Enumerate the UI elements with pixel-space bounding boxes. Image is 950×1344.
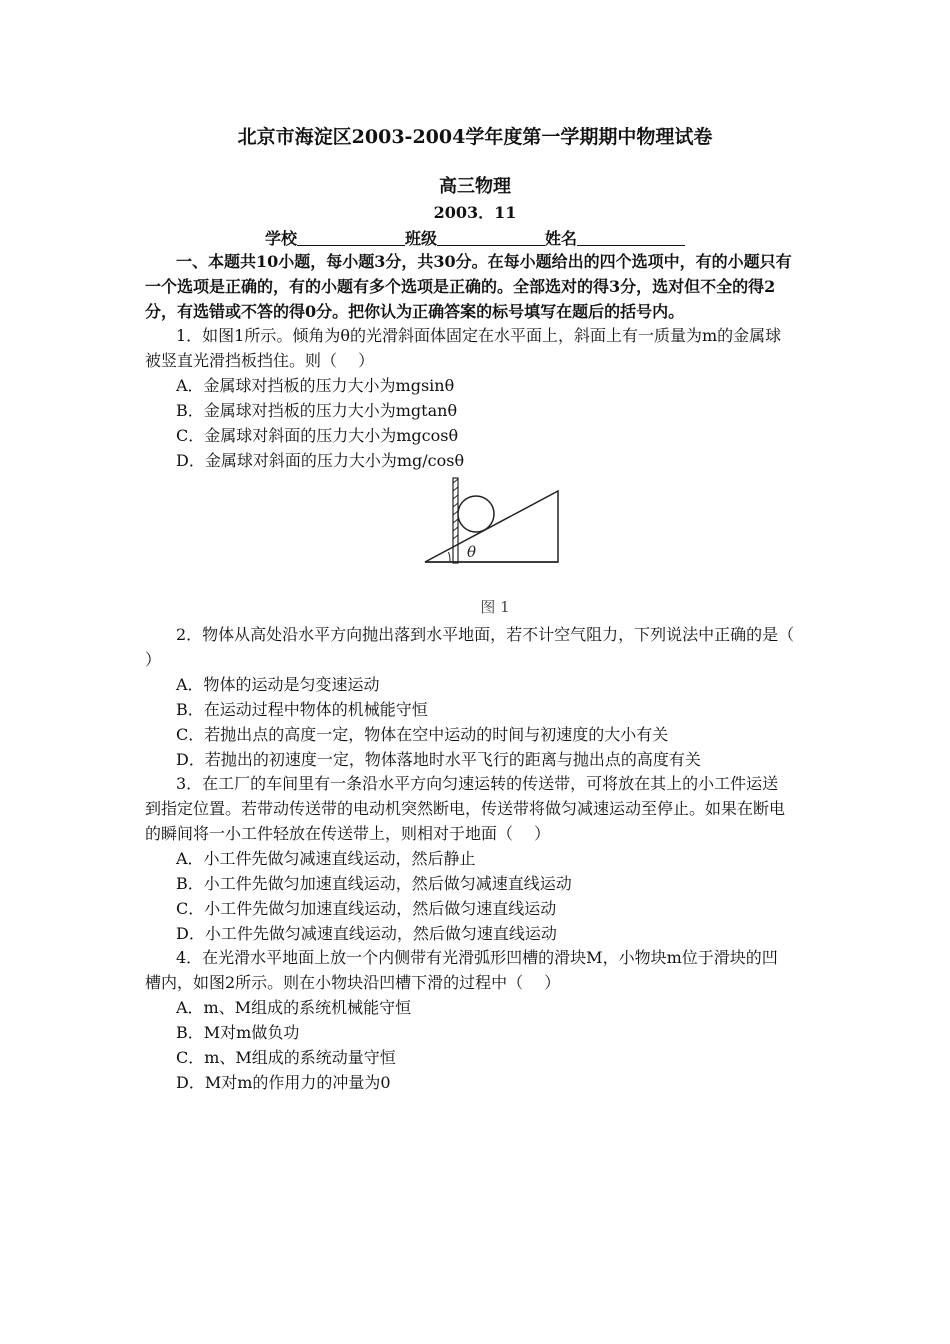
class-blank[interactable] (437, 229, 545, 246)
name-blank[interactable] (577, 229, 685, 246)
q1-option-a: A．金属球对挡板的压力大小为mgsinθ (176, 376, 455, 395)
q2-option-c: C．若抛出点的高度一定，物体在空中运动的时间与初速度的大小有关 (176, 725, 669, 744)
figure-1-incline-diagram (420, 475, 570, 575)
q3-option-d: D．小工件先做匀减速直线运动，然后做匀速直线运动 (176, 924, 557, 943)
q3-option-c: C．小工件先做匀加速直线运动，然后做匀速直线运动 (176, 899, 557, 918)
q4-option-b: B．M对m做负功 (176, 1023, 300, 1042)
angle-arc (449, 552, 451, 562)
q1-option-d: D．金属球对斜面的压力大小为mg/cosθ (176, 451, 465, 470)
q4-option-a: A．m、M组成的系统机械能守恒 (176, 998, 412, 1017)
student-info-row (0, 228, 950, 250)
name-label: 姓名 (545, 229, 578, 248)
instructions-line-1: 一、本题共10小题，每小题3分，共30分。在每小题给出的四个选项中，有的小题只有 (176, 252, 792, 271)
q4-stem-line-1: 4．在光滑水平地面上放一个内侧带有光滑弧形凹槽的滑块M，小物块m位于滑块的凹 (176, 948, 778, 967)
class-label: 班级 (404, 229, 437, 248)
q2-stem-line-1: 2．物体从高处沿水平方向抛出落到水平地面，若不计空气阻力，下列说法中正确的是（ (176, 625, 795, 644)
incline-wedge (425, 491, 558, 562)
q2-stem-line-2: ） (145, 650, 162, 669)
q1-stem-line-2: 被竖直光滑挡板挡住。则（ ） (145, 351, 375, 370)
school-blank[interactable] (297, 229, 405, 246)
q1-stem-line-1: 1．如图1所示。倾角为θ的光滑斜面体固定在水平面上，斜面上有一质量为m的金属球 (176, 326, 782, 345)
q1-option-b: B．金属球对挡板的压力大小为mgtanθ (176, 401, 458, 420)
school-label: 学校 (264, 229, 297, 248)
q4-option-d: D．M对m的作用力的冲量为0 (176, 1073, 391, 1092)
figure-1-caption: 图 1 (480, 598, 510, 616)
q3-option-a: A．小工件先做匀减速直线运动，然后静止 (176, 849, 476, 868)
q3-stem-line-3: 的瞬间将一小工件轻放在传送带上，则相对于地面（ ） (145, 824, 551, 843)
exam-date: 2003．11 (433, 203, 517, 222)
instructions-line-3: 分，有选错或不答的得0分。把你认为正确答案的标号填写在题后的括号内。 (145, 302, 685, 321)
metal-ball (458, 496, 494, 532)
q3-option-b: B．小工件先做匀加速直线运动，然后做匀减速直线运动 (176, 874, 572, 893)
subject-title: 高三物理 (439, 176, 511, 197)
instructions-line-2: 一个选项是正确的，有的小题有多个选项是正确的。全部选对的得3分，选对但不全的得2 (145, 277, 776, 296)
angle-theta-label: θ (467, 543, 477, 561)
q1-option-c: C．金属球对斜面的压力大小为mgcosθ (176, 426, 459, 445)
q4-stem-line-2: 槽内，如图2所示。则在小物块沿凹槽下滑的过程中（ ） (145, 973, 561, 992)
q2-option-a: A．物体的运动是匀变速运动 (176, 675, 380, 694)
page-title: 北京市海淀区2003-2004学年度第一学期期中物理试卷 (237, 126, 713, 148)
q4-option-c: C．m、M组成的系统动量守恒 (176, 1048, 396, 1067)
q2-option-d: D．若抛出的初速度一定，物体落地时水平飞行的距离与抛出点的高度有关 (176, 750, 701, 769)
q3-stem-line-2: 到指定位置。若带动传送带的电动机突然断电，传送带将做匀减速运动至停止。如果在断电 (145, 799, 786, 818)
q3-stem-line-1: 3．在工厂的车间里有一条沿水平方向匀速运转的传送带，可将放在其上的小工件运送 (176, 774, 779, 793)
q2-option-b: B．在运动过程中物体的机械能守恒 (176, 700, 428, 719)
